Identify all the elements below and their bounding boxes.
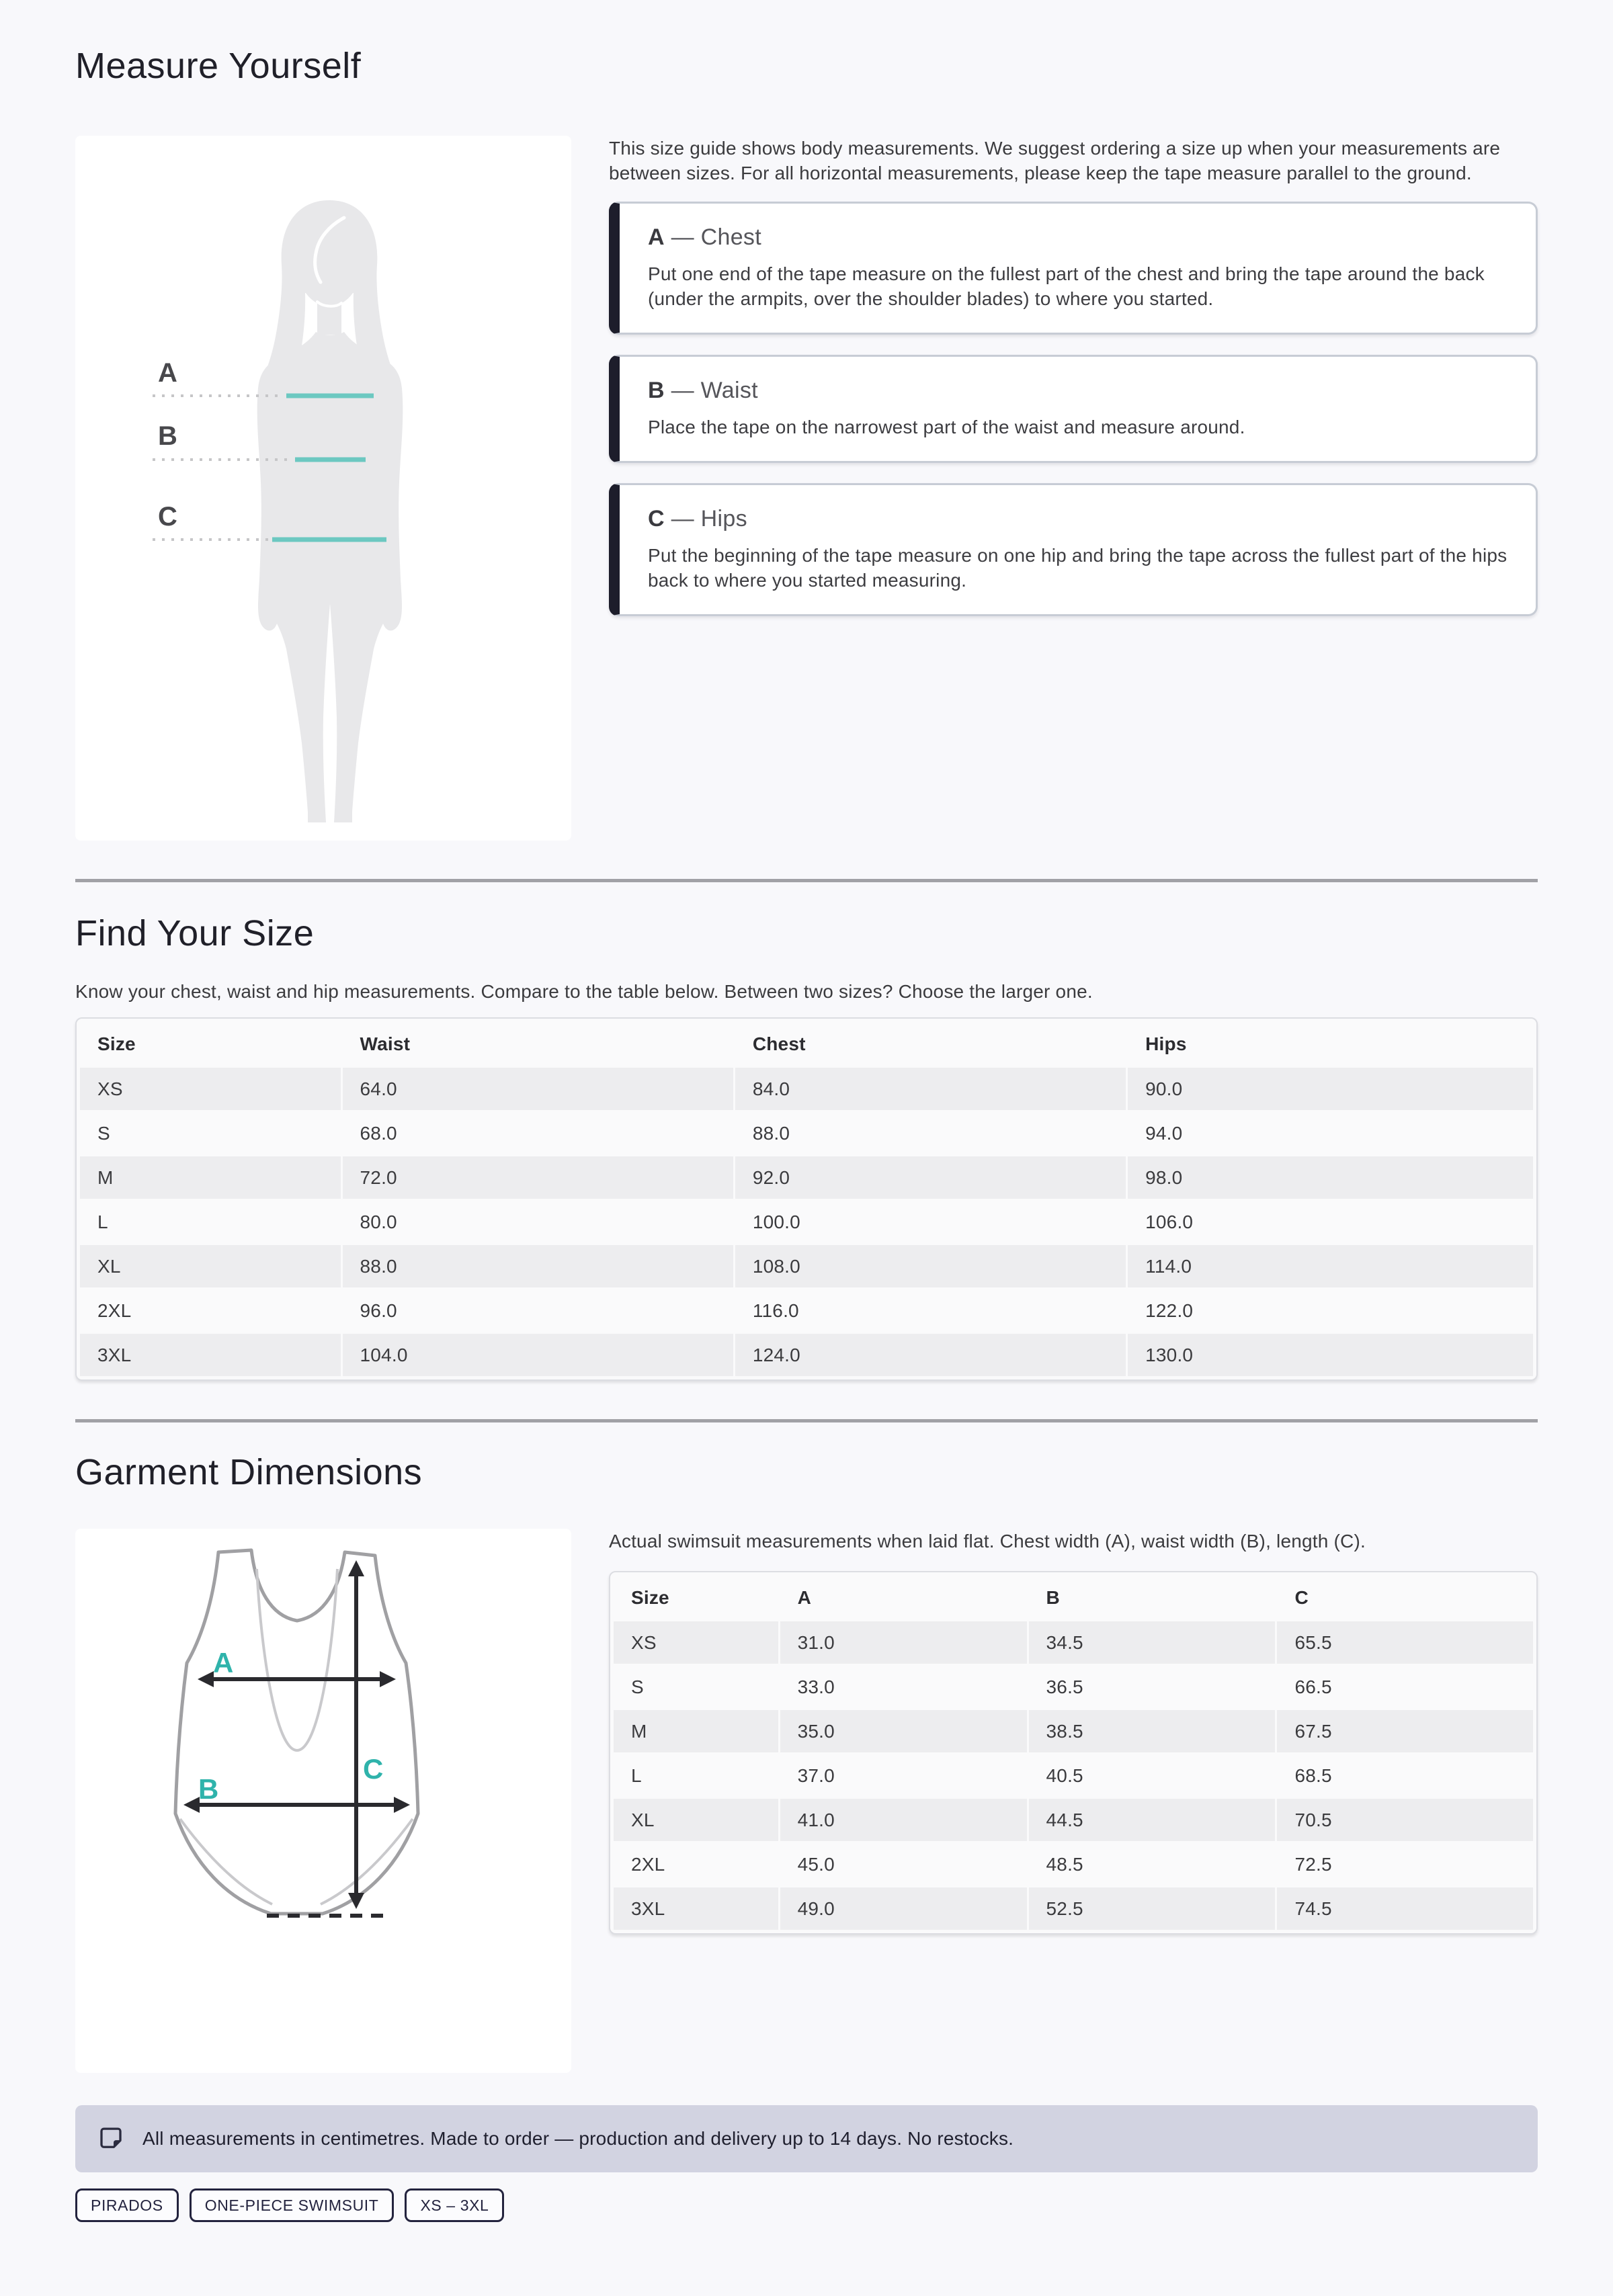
waist-card-name: Waist — [700, 378, 758, 403]
figure-label-c: C — [158, 502, 177, 532]
value-cell: 72.5 — [1294, 1854, 1332, 1875]
value-cell: 40.5 — [1046, 1765, 1083, 1786]
value-cell: 74.5 — [1277, 1887, 1533, 1930]
waist-card-title — [648, 377, 1509, 404]
column-header: Waist — [360, 1033, 411, 1054]
value-cell: 38.5 — [1029, 1710, 1276, 1752]
value-cell: 90.0 — [1128, 1068, 1533, 1110]
chest-card-title — [648, 224, 1509, 251]
size-cell: M — [80, 1156, 341, 1199]
table-row — [614, 1621, 1533, 1664]
value-cell: 37.0 — [797, 1765, 835, 1786]
value-cell: 66.5 — [1294, 1676, 1332, 1697]
measure-yourself-title: Measure Yourself — [75, 46, 362, 86]
body-size-table-container — [75, 1017, 1538, 1381]
value-cell: 124.0 — [735, 1334, 1126, 1376]
size-cell: 2XL — [97, 1300, 132, 1321]
size-cell: XS — [614, 1621, 778, 1664]
size-cell: L — [97, 1211, 108, 1232]
value-cell: 68.0 — [360, 1123, 397, 1144]
value-cell: 34.5 — [1029, 1621, 1276, 1664]
value-cell: 36.5 — [1046, 1676, 1083, 1697]
size-cell: XS — [80, 1068, 341, 1110]
value-cell: 45.0 — [797, 1854, 835, 1875]
diagram-label-a: A — [213, 1647, 234, 1678]
silhouette-body — [257, 332, 403, 822]
value-cell: 41.0 — [780, 1799, 1027, 1841]
table-row — [80, 1156, 1533, 1199]
section-divider — [75, 879, 1538, 882]
value-cell: 114.0 — [1128, 1245, 1533, 1287]
figure-label-a: A — [158, 358, 177, 388]
value-cell: 92.0 — [735, 1156, 1126, 1199]
size-cell: 3XL — [80, 1334, 341, 1376]
table-row — [80, 1289, 1533, 1332]
value-cell: 96.0 — [360, 1300, 397, 1321]
tag-chip-product[interactable]: ONE-PIECE SWIMSUIT — [190, 2188, 395, 2222]
find-your-size-title: Find Your Size — [75, 913, 315, 953]
garment-intro-text: Actual swimsuit measurements when laid flat. Chest width (A), waist width (B), length (C). — [609, 1531, 1366, 1551]
waist-card-separator: — — [664, 378, 701, 403]
tag-chip-size-range[interactable]: XS – 3XL — [405, 2188, 504, 2222]
value-cell: 67.5 — [1277, 1710, 1533, 1752]
size-cell: S — [631, 1676, 644, 1697]
table-row — [80, 1245, 1533, 1287]
value-cell: 106.0 — [1145, 1211, 1194, 1232]
chest-instruction-card — [609, 202, 1538, 335]
measure-yourself-content — [609, 136, 1538, 616]
size-guide-page — [75, 0, 1538, 2296]
column-header: Chest — [752, 1033, 806, 1054]
waist-instruction-card — [609, 355, 1538, 463]
column-header: A — [797, 1587, 812, 1608]
body-size-table — [78, 1020, 1535, 1378]
value-cell: 35.0 — [780, 1710, 1027, 1752]
value-cell: 104.0 — [343, 1334, 733, 1376]
table-row — [80, 1112, 1533, 1154]
column-header: Hips — [1145, 1033, 1187, 1054]
value-cell: 33.0 — [797, 1676, 835, 1697]
size-cell: XL — [614, 1799, 778, 1841]
value-cell: 52.5 — [1029, 1887, 1276, 1930]
hips-card-letter: C — [648, 506, 665, 532]
column-header: B — [1046, 1587, 1060, 1608]
hips-card-description: Put the beginning of the tape measure on one hip and bring the tape across the fullest part of the hips back to where you started measuring. — [648, 545, 1507, 591]
value-cell: 68.5 — [1294, 1765, 1332, 1786]
female-silhouette-diagram — [75, 136, 571, 841]
size-cell: L — [631, 1765, 642, 1786]
garment-dimensions-section — [75, 1529, 1538, 2073]
value-cell: 98.0 — [1128, 1156, 1533, 1199]
measure-yourself-section — [75, 136, 1538, 841]
chest-card-separator: — — [664, 224, 701, 250]
value-cell: 122.0 — [1145, 1300, 1194, 1321]
hips-card-separator: — — [664, 506, 701, 532]
garment-size-table-container — [609, 1571, 1538, 1934]
chest-card-letter: A — [648, 224, 665, 250]
value-cell: 65.5 — [1277, 1621, 1533, 1664]
measure-intro-text: This size guide shows body measurements. We suggest ordering a size up when your measurements are between sizes. For all horizontal measurements, please keep the tape measure parallel to the ground. — [609, 138, 1501, 183]
section-divider — [75, 1419, 1538, 1422]
table-header-row — [80, 1022, 1533, 1066]
hips-card-title — [648, 505, 1509, 532]
note-icon — [97, 2125, 125, 2153]
waist-card-description: Place the tape on the narrowest part of the waist and measure around. — [648, 417, 1245, 437]
table-header-row — [614, 1576, 1533, 1619]
value-cell: 116.0 — [752, 1300, 799, 1321]
value-cell: 94.0 — [1145, 1123, 1183, 1144]
value-cell: 84.0 — [735, 1068, 1126, 1110]
value-cell: 49.0 — [780, 1887, 1027, 1930]
table-row — [614, 1710, 1533, 1752]
table-row — [614, 1887, 1533, 1930]
value-cell: 88.0 — [752, 1123, 790, 1144]
value-cell: 80.0 — [360, 1211, 397, 1232]
tag-chip-brand[interactable]: PIRADOS — [75, 2188, 179, 2222]
table-row — [614, 1799, 1533, 1841]
hips-instruction-card — [609, 483, 1538, 616]
swimsuit-illustration — [75, 1529, 571, 2073]
value-cell: 88.0 — [343, 1245, 733, 1287]
body-measurement-illustration — [75, 136, 571, 841]
hips-card-name: Hips — [700, 506, 747, 532]
value-cell: 44.5 — [1029, 1799, 1276, 1841]
silhouette-head — [296, 218, 362, 306]
value-cell: 72.0 — [343, 1156, 733, 1199]
value-cell: 31.0 — [780, 1621, 1027, 1664]
table-row — [614, 1754, 1533, 1797]
garment-dimensions-content — [609, 1529, 1538, 1934]
measurements-note-banner — [75, 2105, 1538, 2172]
size-cell: XL — [80, 1245, 341, 1287]
table-row — [614, 1843, 1533, 1885]
diagram-label-c: C — [363, 1753, 384, 1785]
column-header: C — [1294, 1587, 1309, 1608]
tag-chips-row — [75, 2188, 1538, 2222]
table-row — [80, 1201, 1533, 1243]
size-cell: 2XL — [631, 1854, 665, 1875]
value-cell: 64.0 — [343, 1068, 733, 1110]
chest-card-name: Chest — [700, 224, 761, 250]
find-your-size-intro: Know your chest, waist and hip measurements. Compare to the table below. Between two sizes? Choose the larger one. — [75, 981, 1093, 1002]
value-cell: 70.5 — [1277, 1799, 1533, 1841]
garment-size-table — [612, 1574, 1535, 1932]
size-cell: M — [614, 1710, 778, 1752]
table-row — [80, 1068, 1533, 1110]
garment-dimensions-title: Garment Dimensions — [75, 1452, 423, 1492]
waist-card-letter: B — [648, 378, 665, 403]
value-cell: 100.0 — [752, 1211, 800, 1232]
column-header: Size — [631, 1587, 669, 1608]
value-cell: 108.0 — [735, 1245, 1126, 1287]
value-cell: 130.0 — [1128, 1334, 1533, 1376]
swimsuit-diagram — [75, 1529, 571, 2073]
value-cell: 48.5 — [1046, 1854, 1083, 1875]
table-row — [614, 1666, 1533, 1708]
diagram-label-b: B — [198, 1773, 219, 1805]
column-header: Size — [97, 1033, 136, 1054]
figure-label-b: B — [158, 421, 177, 451]
chest-card-description: Put one end of the tape measure on the fullest part of the chest and bring the tape around the back (under the armpits, over the shoulder blades) to where you started. — [648, 263, 1485, 309]
size-cell: S — [97, 1123, 110, 1144]
note-text: All measurements in centimetres. Made to order — production and delivery up to 14 days. No restocks. — [142, 2128, 1014, 2149]
table-row — [80, 1334, 1533, 1376]
size-cell: 3XL — [614, 1887, 778, 1930]
